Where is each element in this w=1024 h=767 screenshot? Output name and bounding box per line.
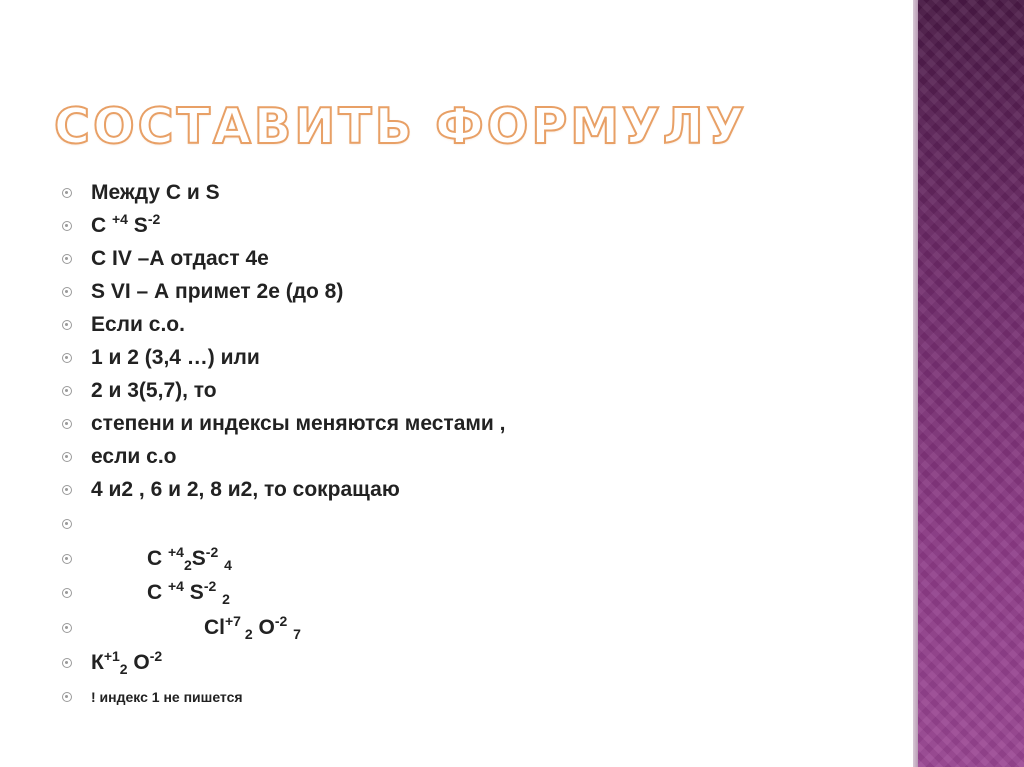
bullet-icon xyxy=(62,287,72,297)
bullet-icon xyxy=(62,221,72,231)
bullet-icon xyxy=(62,519,72,529)
line-text: степени и индексы меняются местами , xyxy=(91,412,506,435)
formula-k-o: $К^{+1}_2$ $O^{-2}$ xyxy=(91,648,163,678)
bullet-icon xyxy=(62,254,72,264)
bullet-icon xyxy=(62,692,72,702)
bullet-icon xyxy=(62,419,72,429)
formula-c-s: С $^{+4}$ $S^{-2}$ xyxy=(91,211,161,237)
bullet-icon xyxy=(62,588,72,598)
bullet-icon xyxy=(62,623,72,633)
bullet-icon xyxy=(62,188,72,198)
side-panel-texture xyxy=(918,0,1024,767)
formula-cl-o: $Cl^{+7}$ $_2$ $O^{-2}$ $_7$ xyxy=(204,613,301,643)
note-text: ! индекс 1 не пишется xyxy=(91,689,243,705)
line-text: С IV –А отдаст 4е xyxy=(91,247,269,270)
bullet-icon xyxy=(62,320,72,330)
bullet-icon xyxy=(62,353,72,363)
line-text: Если с.о. xyxy=(91,313,185,336)
formula-cs4: С $^{+4}_2S^{-2}$ $_4$ xyxy=(147,544,232,574)
bullet-icon xyxy=(62,452,72,462)
line-text: 2 и 3(5,7), то xyxy=(91,379,217,402)
line-text: если с.о xyxy=(91,445,177,468)
bullet-icon xyxy=(62,485,72,495)
bullet-icon xyxy=(62,386,72,396)
bullet-icon xyxy=(62,554,72,564)
slide-title: СОСТАВИТЬ ФОРМУЛУ xyxy=(54,98,748,155)
line-text: S VI – А примет 2е (до 8) xyxy=(91,280,344,303)
line-text: Между С и S xyxy=(91,181,220,204)
line-text: 1 и 2 (3,4 …) или xyxy=(91,346,260,369)
formula-cs2: С $^{+4}$ $S^{-2}$ $_2$ xyxy=(147,578,230,608)
line-text: 4 и2 , 6 и 2, 8 и2, то сокращаю xyxy=(91,478,400,501)
bullet-icon xyxy=(62,658,72,668)
